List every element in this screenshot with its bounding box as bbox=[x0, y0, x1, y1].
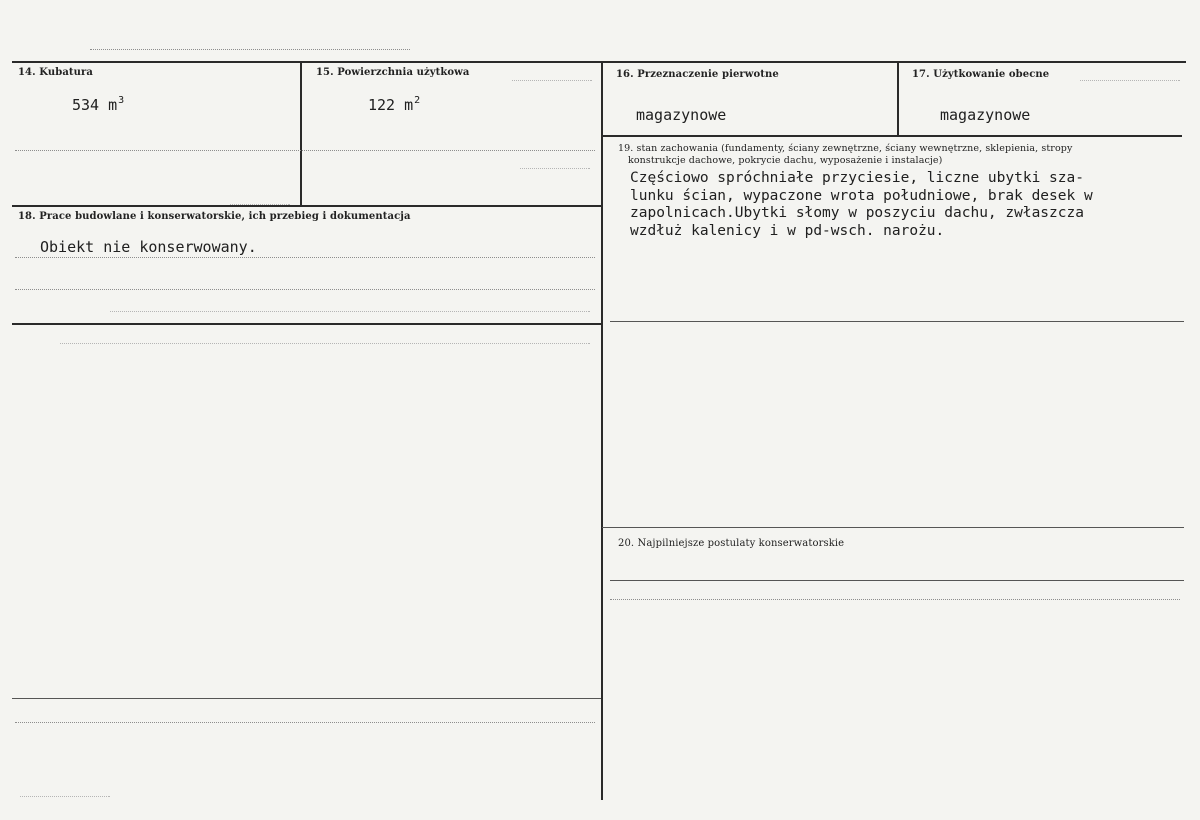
rule-19-bottom bbox=[610, 321, 1184, 322]
top-dotted-rule bbox=[90, 49, 410, 50]
powierzchnia-unit-exponent: 2 bbox=[414, 95, 421, 106]
stan-line: zapolnicach.Ubytki słomy w poszyciu dachu, zwłaszcza bbox=[630, 205, 1084, 221]
powierzchnia-label: 15. Powierzchnia użytkowa bbox=[316, 67, 470, 78]
rule-left-bottom bbox=[12, 698, 601, 699]
kubatura-unit-exponent: 3 bbox=[118, 95, 125, 106]
prace-value: Obiekt nie konserwowany. bbox=[40, 238, 257, 256]
stan-line: wzdłuż kalenicy i w pd-wsch. narożu. bbox=[630, 222, 945, 239]
postulaty-label: 20. Najpilniejsze postulaty konserwatorskie bbox=[618, 538, 845, 549]
stan-line: lunku ścian, wypaczone wrota południowe, brak desek w bbox=[630, 187, 1093, 204]
bleed-through-mark bbox=[60, 337, 590, 344]
rule-20-lower bbox=[610, 580, 1184, 581]
dotted-line bbox=[15, 150, 595, 151]
przeznaczenie-label: 16. Przeznaczenie pierwotne bbox=[616, 69, 779, 80]
kubatura-number: 534 m bbox=[72, 96, 118, 114]
bleed-through-mark bbox=[520, 160, 590, 169]
top-rule bbox=[12, 61, 1186, 63]
powierzchnia-number: 122 m bbox=[368, 96, 414, 114]
uzytkowanie-value: magazynowe bbox=[940, 106, 1031, 124]
center-divider bbox=[601, 62, 603, 800]
przeznaczenie-value: magazynowe bbox=[636, 106, 727, 124]
dotted-line bbox=[15, 257, 595, 258]
stan-line: Częściowo spróchniałe przyciesie, liczne ubytki sza- bbox=[630, 170, 1084, 186]
rule-18-top bbox=[12, 205, 601, 207]
rule-18-bottom bbox=[12, 323, 601, 325]
bleed-through-mark bbox=[230, 198, 290, 205]
bleed-through-mark bbox=[110, 305, 590, 312]
bleed-through-mark bbox=[512, 72, 592, 81]
bleed-through-mark bbox=[20, 788, 110, 797]
divider-16-17 bbox=[897, 62, 899, 136]
stan-description bbox=[630, 170, 1170, 240]
prace-label: 18. Prace budowlane i konserwatorskie, ich przebieg i dokumentacja bbox=[18, 211, 411, 222]
rule-16-17-bottom bbox=[602, 135, 1182, 137]
uzytkowanie-label: 17. Użytkowanie obecne bbox=[912, 69, 1050, 80]
rule-20-top bbox=[602, 527, 1184, 528]
dotted-line bbox=[610, 599, 1180, 600]
powierzchnia-value bbox=[368, 96, 420, 114]
dotted-line bbox=[15, 722, 595, 723]
kubatura-value bbox=[72, 96, 124, 114]
divider-14-15 bbox=[300, 62, 302, 205]
bleed-through-mark bbox=[1080, 72, 1180, 81]
dotted-line bbox=[15, 289, 595, 290]
stan-label-line2: konstrukcje dachowe, pokrycie dachu, wyposażenie i instalacje) bbox=[628, 155, 943, 166]
kubatura-label: 14. Kubatura bbox=[18, 67, 93, 78]
stan-label-line1: 19. stan zachowania (fundamenty, ściany zewnętrzne, ściany wewnętrzne, sklepienia, stropy bbox=[618, 143, 1073, 154]
